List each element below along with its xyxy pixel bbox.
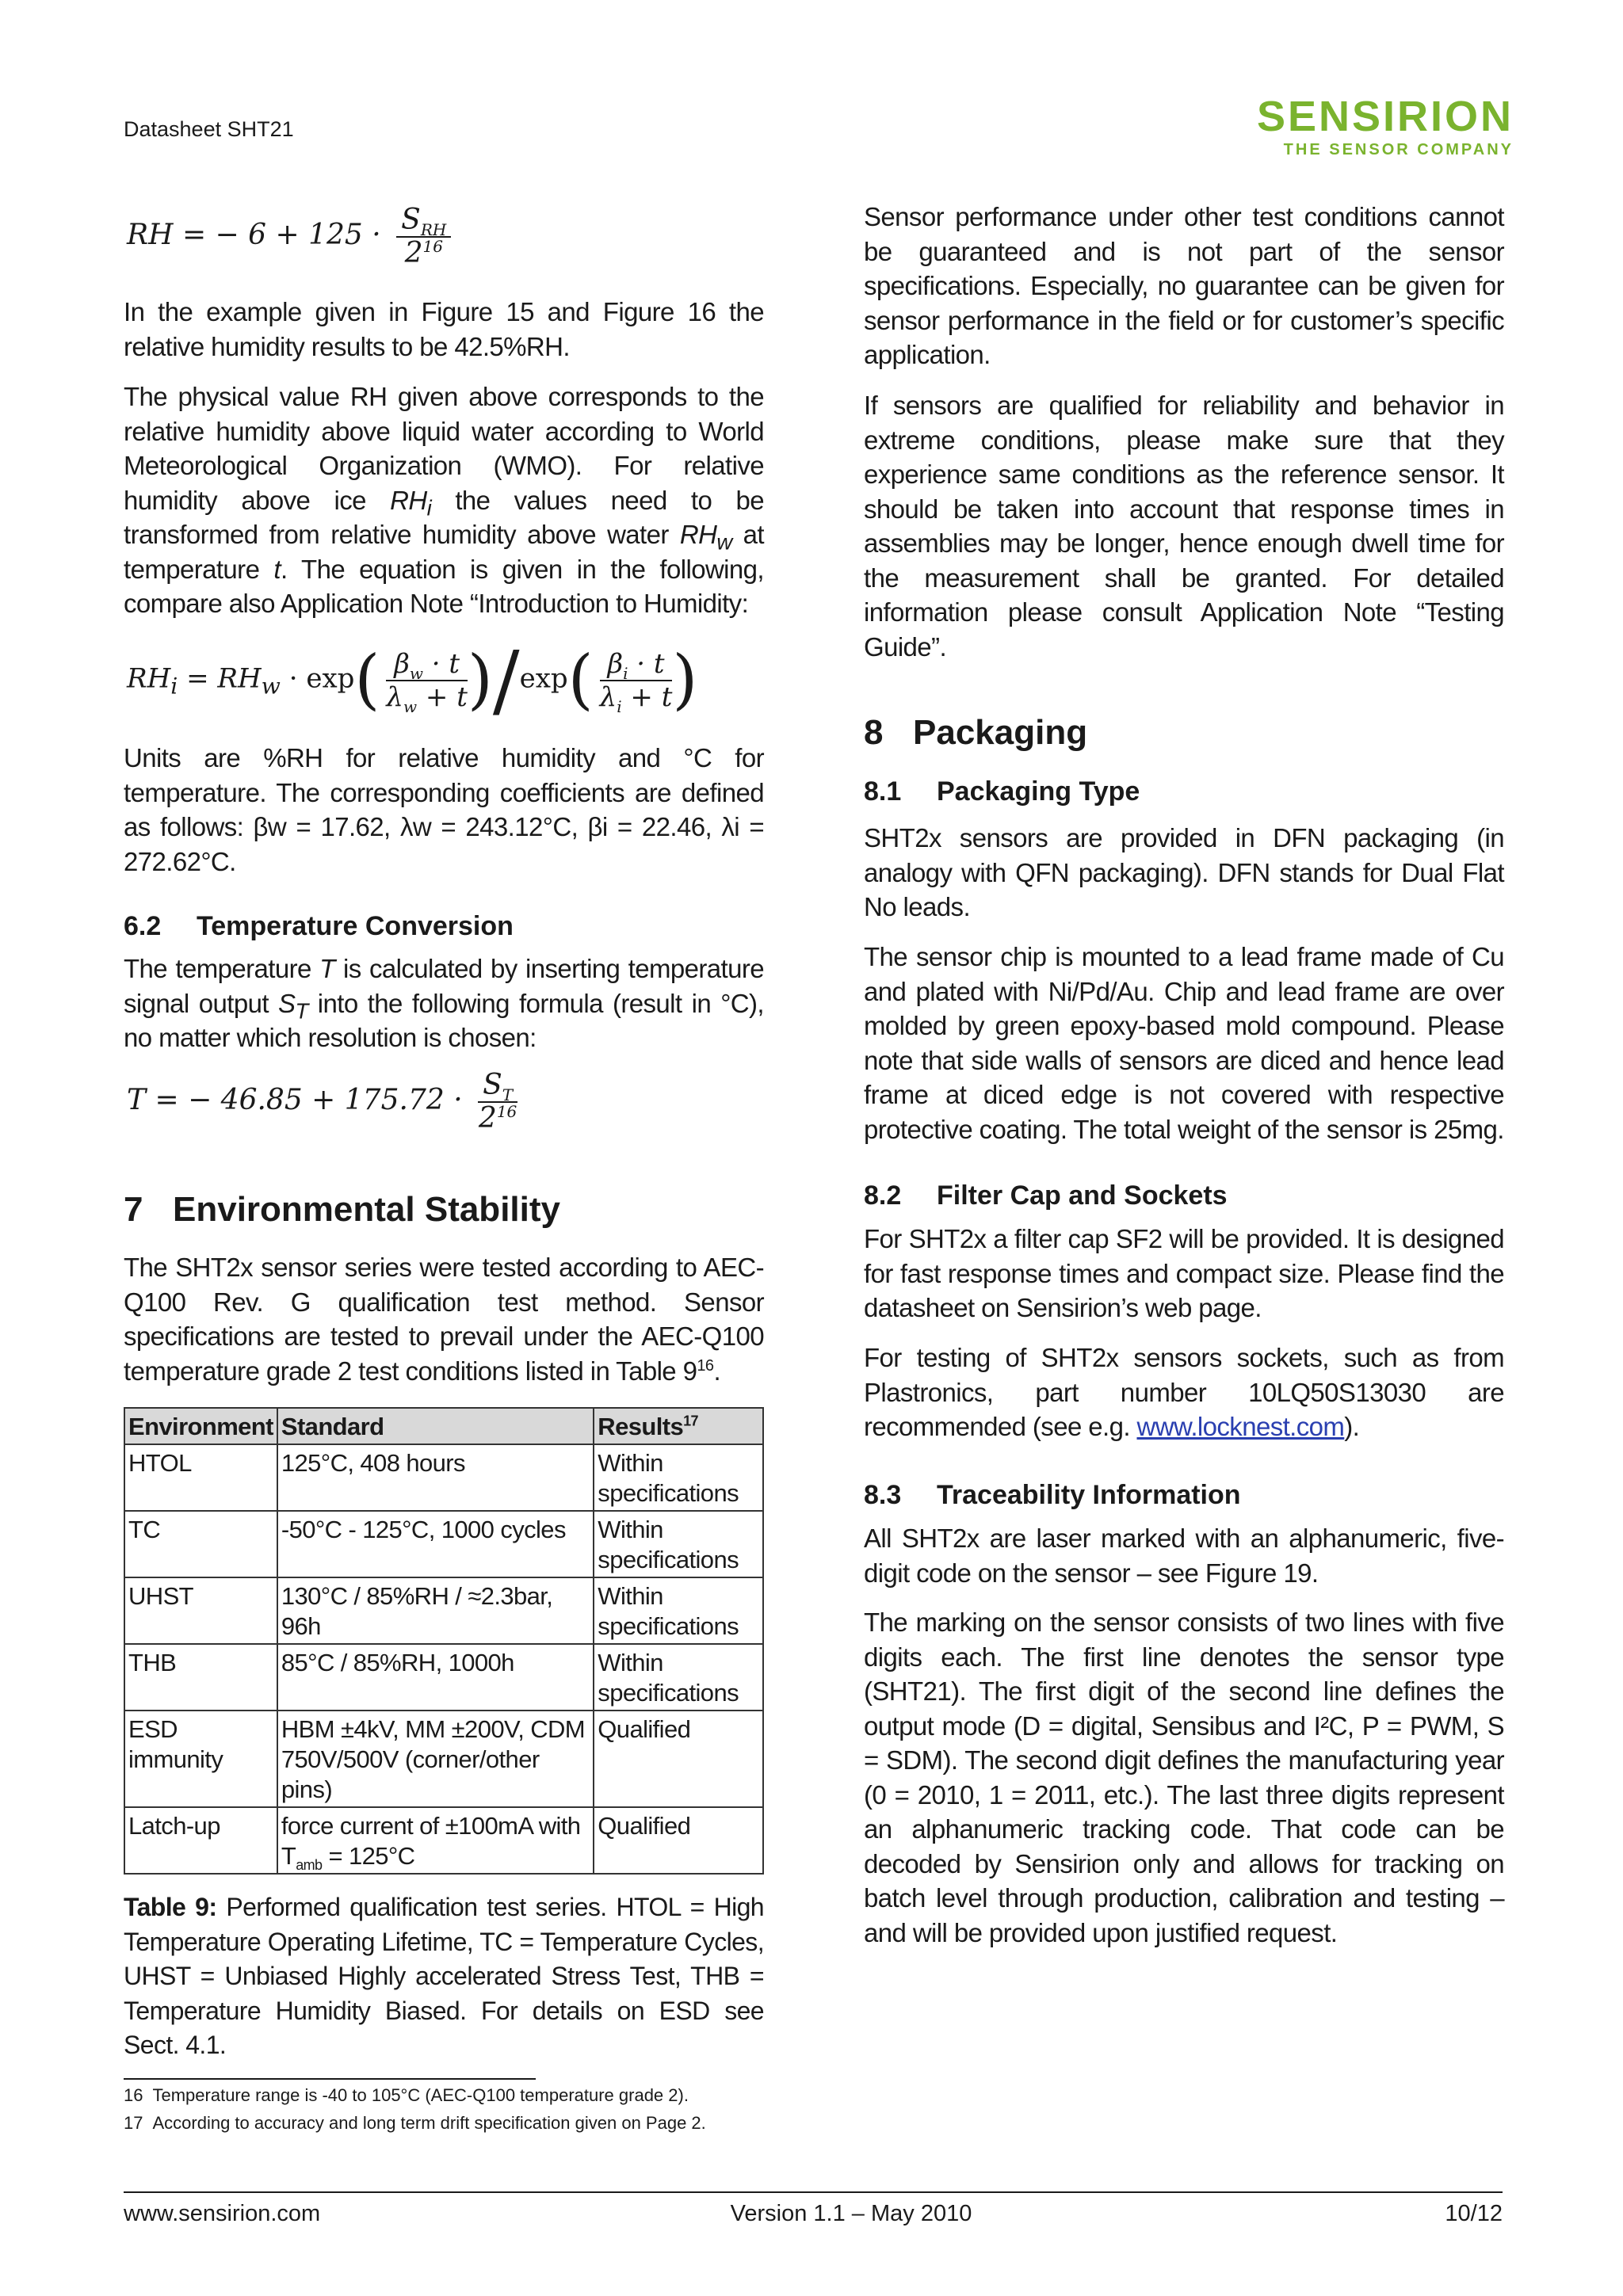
section-8-2-title: Filter Cap and Sockets [937, 1180, 1228, 1211]
table-row [124, 1644, 763, 1711]
section-7-number: 7 [124, 1190, 143, 1229]
table-row [124, 1711, 763, 1807]
t-formula-lhs: T = − 46.85 + 175.72 · [127, 1084, 463, 1116]
paragraph-filter-cap: For SHT2x a filter cap SF2 will be provided. It is designed for fast response times and compact size. Please find the datasheet on Sensirion’s web page. [864, 1224, 1504, 1322]
t-formula-den: 2 [478, 1102, 497, 1135]
section-8-1-title: Packaging Type [937, 776, 1140, 807]
ice-formula-frac-i: $\frac{\beta_i \cdot t}{\lambda_i + t}$ [599, 647, 673, 716]
paragraph-lead-frame: The sensor chip is mounted to a lead frame made of Cu and plated with Ni/Pd/Au. Chip and lead frame are over molded by green epoxy-based mold compound. Please note that side walls of sensors are diced and hence lead frame at diced edge is not covered with respective protective coating. The total weight of the sensor is 25mg. [864, 942, 1504, 1144]
table-caption-label: Table 9: [124, 1893, 217, 1921]
footer-website[interactable]: www.sensirion.com [124, 2201, 321, 2226]
t-formula-fraction [478, 1070, 517, 1135]
table-row [124, 1807, 763, 1874]
footnote-text: Temperature range is -40 to 105°C (AEC-Q100 temperature grade 2). [152, 2085, 689, 2105]
rh-formula-lhs: RH = − 6 + 125 · [127, 219, 381, 251]
document-title: Datasheet SHT21 [124, 117, 294, 141]
rh-formula-num: S [401, 204, 421, 236]
footnote-number: 16 [124, 2085, 143, 2105]
table-cell: Latch-up [124, 1807, 277, 1874]
table-row [124, 1511, 763, 1577]
rh-formula-den: 2 [404, 237, 423, 269]
ice-formula-frac-w: $\frac{\beta_w \cdot t}{\lambda_w + t}$ [386, 647, 468, 716]
paragraph-performance: Sensor performance under other test conditions cannot be guaranteed and is not part of the sensor specifications. Especially, no guarantee can be given for sensor performance in the field or for customer’s specific application. [864, 202, 1504, 369]
section-8-number: 8 [864, 713, 884, 752]
paragraph-aec-q100: The SHT2x sensor series were tested according to AEC-Q100 Rev. G qualification test method. Sensor specifications are tested to prevail under the AEC-Q100 temperature grade 2 test conditions listed in Table 9$^{16}$. [124, 1253, 764, 1386]
table-header-cell: Results$^{17}$ [594, 1408, 763, 1444]
paragraph-marking-details: The marking on the sensor consists of two lines with five digits each. The first line denotes the sensor type (SHT21). The first digit of the second line defines the output mode (D = digital, Sensibus and I²C, P = PWM, S = SDM). The second digit defines the manufacturing year (0 = 2010, 1 = 2011, etc.). The last three digits represent an alphanumeric tracking code. That code can be decoded by Sensirion only and allows for tracking on batch level through production, calibration and testing – and will be provided upon justified request. [864, 1608, 1504, 1947]
ice-formula-exp1: · exp [280, 662, 355, 695]
footnote-17 [124, 2113, 706, 2134]
section-8-title: Packaging [913, 713, 1088, 752]
section-8-3-title: Traceability Information [937, 1480, 1241, 1510]
footnote-text: According to accuracy and long term drift specification given on Page 2. [152, 2113, 706, 2133]
footnote-number: 17 [124, 2113, 143, 2133]
footnote-ref-16: 16 [697, 1356, 714, 1375]
table-cell: force current of ±100mA with $T_{amb} = 125^\circ C$ [277, 1807, 594, 1874]
table-cell: HBM ±4kV, MM ±200V, CDM 750V/500V (corner/other pins) [277, 1711, 594, 1807]
rh-formula-num-sub: RH [420, 220, 447, 240]
paragraph-laser-marked: All SHT2x are laser marked with an alphanumeric, five-digit code on the sensor – see Figure 19. [864, 1524, 1504, 1588]
ice-formula-exp2: exp [519, 662, 568, 695]
table-cell: Within specifications [594, 1511, 763, 1577]
table-row [124, 1444, 763, 1511]
ice-formula-eq: = RH [178, 662, 262, 695]
footer-version: Version 1.1 – May 2010 [730, 2201, 972, 2226]
t-formula-num: S [483, 1069, 502, 1101]
table-caption: Table 9: Performed qualification test series. HTOL = High Temperature Operating Lifetime, TC = Temperature Cycles, UHST = Unbiased Highly accelerated Stress Test, THB = Temperature Humidity Biased. For details on ESD see Sect. 4.1. [124, 1893, 764, 2059]
table-cell: 85°C / 85%RH, 1000h [277, 1644, 594, 1711]
table-cell: TC [124, 1511, 277, 1577]
table-cell: HTOL [124, 1444, 277, 1511]
table-cell: 125°C, 408 hours [277, 1444, 594, 1511]
ice-formula-eq-sub: w [261, 673, 281, 700]
paragraph-rh-example: In the example given in Figure 15 and Figure 16 the relative humidity results to be 42.5%RH. [124, 297, 764, 361]
table-row [124, 1577, 763, 1644]
ice-transform-formula: $RH_i = RH_w \cdot \exp$( $\frac{\beta_w \cdot t}{\lambda_w + t}$ )/exp( $\frac{\beta_i \cdot t}{\lambda_i + t}$ ) [127, 634, 698, 727]
logo-wordmark: SENSIRION [1256, 93, 1514, 140]
table-cell: Qualified [594, 1807, 763, 1874]
table-cell: UHST [124, 1577, 277, 1644]
section-7-title: Environmental Stability [173, 1190, 560, 1229]
section-6-2-heading [124, 911, 514, 942]
section-8-heading [864, 713, 1087, 753]
sensirion-logo [1197, 93, 1514, 159]
table-header-cell: Environment [124, 1408, 277, 1444]
paragraph-sockets: For testing of SHT2x sensors sockets, such as from Plastronics, part number 10LQ50S13030 are recommended (see e.g. www.locknest.com). [864, 1343, 1504, 1441]
section-8-3-number: 8.3 [864, 1480, 902, 1510]
table-header-cell: Standard [277, 1408, 594, 1444]
section-8-2-heading [864, 1180, 1228, 1211]
table-cell: -50°C - 125°C, 1000 cycles [277, 1511, 594, 1577]
section-6-2-title: Temperature Conversion [197, 911, 514, 941]
section-8-3-heading [864, 1480, 1241, 1511]
rh-formula-fraction [396, 204, 451, 269]
paragraph-dfn-packaging: SHT2x sensors are provided in DFN packaging (in analogy with QFN packaging). DFN stands for Dual Flat No leads. [864, 823, 1504, 921]
footer-page-number: 10/12 [1445, 2201, 1503, 2226]
section-7-heading [124, 1190, 560, 1230]
rh-formula [127, 204, 451, 269]
table-header-row [124, 1408, 763, 1444]
table-cell: Within specifications [594, 1444, 763, 1511]
footnote-16 [124, 2085, 689, 2106]
section-6-2-number: 6.2 [124, 911, 162, 941]
logo-tagline: THE SENSOR COMPANY [1283, 141, 1514, 158]
table-cell: ESD immunity [124, 1711, 277, 1807]
section-8-1-number: 8.1 [864, 776, 902, 807]
t-formula-den-sup: 16 [496, 1102, 517, 1121]
locknest-link[interactable]: www.locknest.com [1136, 1412, 1345, 1441]
ice-formula-lhs: RH [127, 662, 171, 695]
table-cell: 130°C / 85%RH / ≈2.3bar, 96h [277, 1577, 594, 1644]
footnote-ref-17: 17 [683, 1413, 698, 1429]
section-8-2-number: 8.2 [864, 1180, 902, 1211]
table-cell: Within specifications [594, 1577, 763, 1644]
footer-divider [124, 2191, 1503, 2193]
t-formula-num-sub: T [502, 1085, 514, 1105]
table-cell: Qualified [594, 1711, 763, 1807]
paragraph-wmo: The physical value RH given above corresponds to the relative humidity above liquid water according to World Meteorological Organization (WMO). For relative humidity above ice $RH_i$ the values need to be transformed from relative humidity above water $RH_w$ at temperature t. The equation is given in the following, compare also Application Note “Introduction to Humidity: [124, 382, 765, 618]
paragraph-units-coefficients: Units are %RH for relative humidity and °C for temperature. The corresponding coefficients are defined as follows: βw = 17.62, λw = 243.12°C, βi = 22.46, λi = 272.62°C. [124, 743, 764, 876]
footnote-divider [124, 2078, 536, 2080]
qualification-table [124, 1407, 764, 1875]
table-cell: Within specifications [594, 1644, 763, 1711]
section-8-1-heading [864, 776, 1140, 807]
rh-formula-den-sup: 16 [422, 237, 443, 256]
paragraph-temperature-conversion: The temperature T is calculated by inserting temperature signal output $S_T$ into the following formula (result in °C), no matter which resolution is chosen: [124, 954, 764, 1052]
ice-formula-lhs-sub: i [170, 673, 178, 700]
paragraph-qualified-sensors: If sensors are qualified for reliability and behavior in extreme conditions, please make sure that they experience same conditions as the reference sensor. It should be taken into account that response times in assemblies may be longer, hence enough dwell time for the measurement shall be granted. For detailed information please consult Application Note “Testing Guide”. [864, 391, 1504, 662]
temperature-formula [127, 1070, 517, 1135]
table-cell: THB [124, 1644, 277, 1711]
